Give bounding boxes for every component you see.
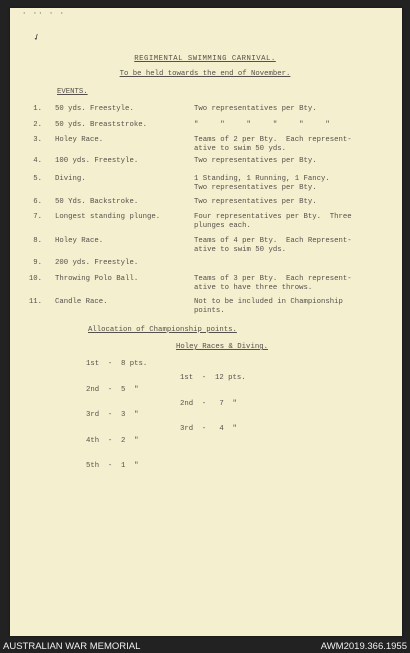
document-page bbox=[10, 8, 402, 636]
points-line: 2nd - 5 " bbox=[86, 385, 139, 394]
image-footer bbox=[3, 640, 407, 653]
document-subtitle: To be held towards the end of November. bbox=[119, 70, 291, 78]
events-heading: EVENTS. bbox=[57, 88, 88, 96]
event-number: 10. bbox=[28, 275, 42, 283]
event-name: Longest standing plunge. bbox=[55, 213, 161, 221]
event-representatives: Teams of 4 per Bty. Each Represent- ative to swim 50 yds. bbox=[194, 237, 352, 254]
points-line: 3rd - 3 " bbox=[86, 411, 139, 419]
points-line: 5th - 1 " bbox=[86, 462, 139, 470]
general-points-list bbox=[86, 343, 147, 479]
allocation-heading: Allocation of Championship points. bbox=[88, 326, 237, 334]
points-line: 1st - 12 pts. bbox=[180, 374, 246, 382]
event-name: Holey Race. bbox=[55, 136, 104, 144]
event-representatives: Two representatives per Bty. bbox=[194, 157, 317, 165]
event-representatives: Two representatives per Bty. bbox=[194, 105, 317, 113]
points-line: 3rd - 4 " bbox=[180, 425, 237, 433]
event-representatives: Teams of 3 per Bty. Each represent- ative to have three throws. bbox=[194, 275, 352, 292]
source-label: AUSTRALIAN WAR MEMORIAL bbox=[3, 641, 141, 652]
event-name: Candle Race. bbox=[55, 298, 108, 306]
event-representatives: Not to be included in Championship points. bbox=[194, 298, 343, 315]
event-number: 6. bbox=[33, 198, 42, 206]
event-representatives: Four representatives per Bty. Three plunges each. bbox=[194, 213, 352, 230]
event-number: 7. bbox=[33, 213, 42, 221]
points-line: 2nd - 7 " bbox=[180, 399, 237, 408]
event-name: Diving. bbox=[55, 175, 86, 183]
event-number: 3. bbox=[33, 136, 42, 144]
event-representatives: " " " " " " bbox=[194, 121, 330, 129]
event-name: 50 yds. Freestyle. bbox=[55, 105, 134, 113]
event-number: 5. bbox=[33, 175, 42, 183]
pen-tick-mark: ✓ bbox=[32, 32, 43, 45]
holey-points-list bbox=[180, 357, 246, 442]
holey-races-diving-heading: Holey Races & Diving. bbox=[176, 343, 268, 351]
event-number: 2. bbox=[33, 121, 42, 129]
points-line: 1st - 8 pts. bbox=[86, 360, 148, 368]
event-number: 9. bbox=[33, 259, 42, 267]
reference-number: AWM2019.366.1955 bbox=[320, 641, 407, 652]
event-name: 50 yds. Breaststroke. bbox=[55, 121, 147, 129]
event-number: 4. bbox=[33, 157, 42, 165]
event-representatives: Teams of 2 per Bty. Each represent- ative to swim 50 yds. bbox=[194, 136, 352, 153]
top-margin-marks: · ·· · · bbox=[22, 10, 66, 18]
event-number: 11. bbox=[28, 298, 42, 306]
event-name: Throwing Polo Ball. bbox=[55, 275, 139, 283]
event-representatives: Two representatives per Bty. bbox=[194, 198, 317, 206]
event-name: 50 Yds. Backstroke. bbox=[55, 198, 139, 206]
document-title: REGIMENTAL SWIMMING CARNIVAL. bbox=[134, 55, 276, 63]
event-representatives: 1 Standing, 1 Running, 1 Fancy. Two representatives per Bty. bbox=[194, 175, 330, 192]
event-name: 100 yds. Freestyle. bbox=[55, 157, 139, 165]
points-line: 4th - 2 " bbox=[86, 436, 139, 445]
event-number: 8. bbox=[33, 237, 42, 245]
event-number: 1. bbox=[33, 105, 42, 113]
event-name: 200 yds. Freestyle. bbox=[55, 259, 139, 267]
event-name: Holey Race. bbox=[55, 237, 104, 245]
